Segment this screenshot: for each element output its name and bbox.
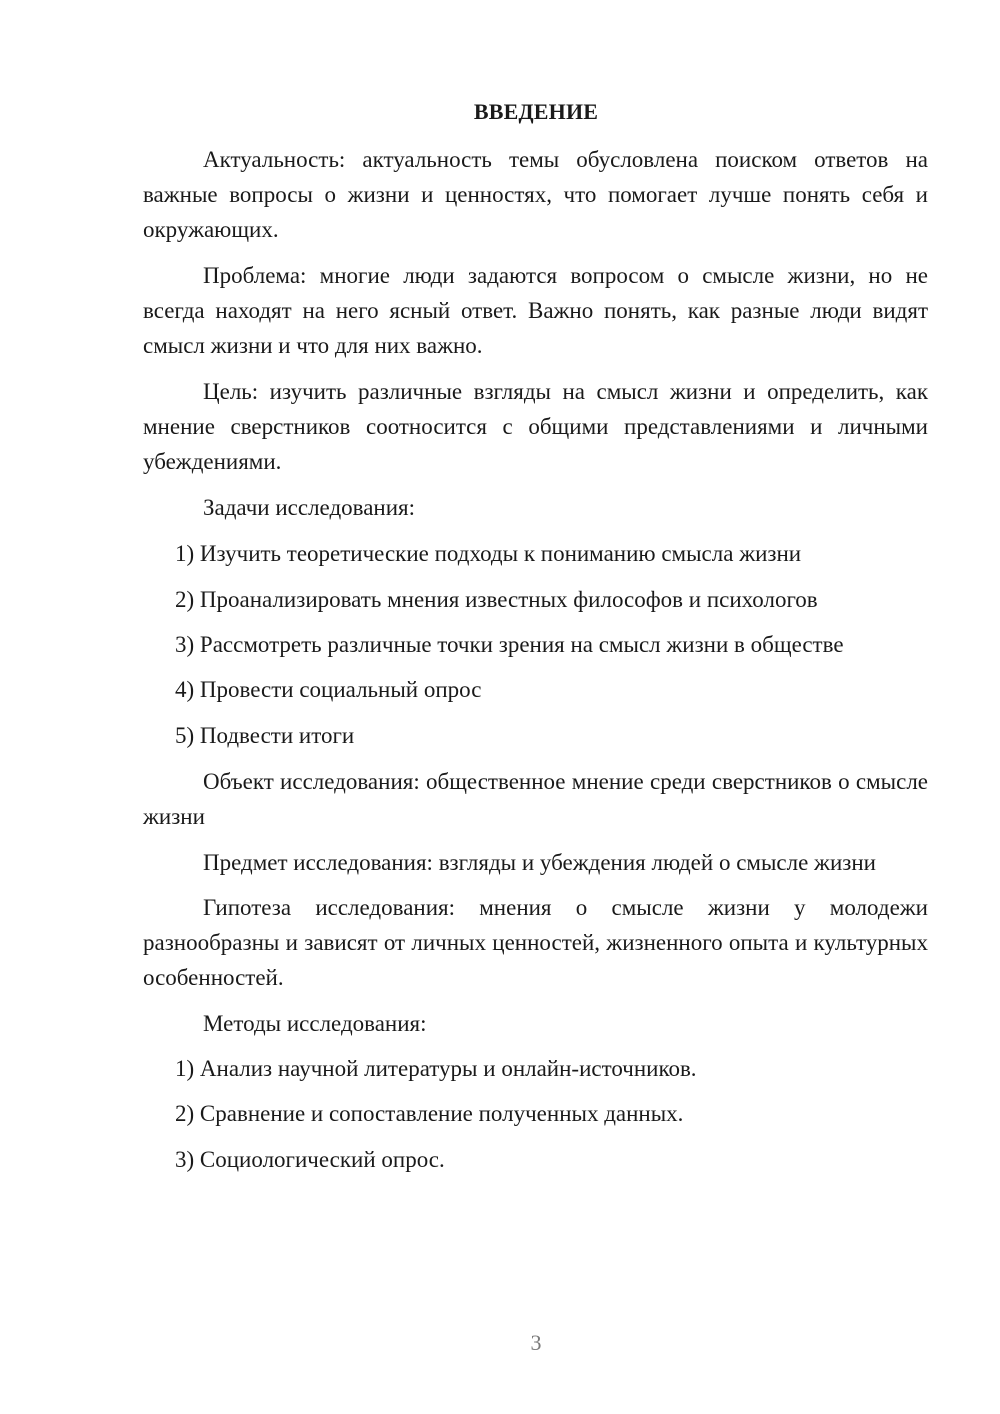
method-item: 1) Анализ научной литературы и онлайн-источников. — [175, 1056, 697, 1081]
task-item: 1) Изучить теоретические подходы к пониманию смысла жизни — [175, 541, 802, 566]
goal-paragraph: Цель: изучить различные взгляды на смысл жизни и определить, как мнение сверстников соотносится с общими представлениями и личными убеждениями. — [143, 379, 928, 474]
method-item: 3) Социологический опрос. — [175, 1147, 445, 1172]
subject-paragraph: Предмет исследования: взгляды и убеждения людей о смысле жизни — [203, 850, 876, 875]
hypothesis-paragraph: Гипотеза исследования: мнения о смысле жизни у молодежи разнообразны и зависят от личных ценностей, жизненного опыта и культурных особенностей. — [143, 895, 928, 990]
relevance-paragraph: Актуальность: актуальность темы обусловлена поиском ответов на важные вопросы о жизни и ценностях, что помогает лучше понять себя и окружающих. — [143, 147, 928, 242]
task-item: 5) Подвести итоги — [175, 723, 355, 748]
tasks-heading: Задачи исследования: — [203, 495, 416, 520]
task-item: 4) Провести социальный опрос — [175, 677, 482, 702]
methods-heading: Методы исследования: — [203, 1011, 427, 1036]
object-paragraph: Объект исследования: общественное мнение среди сверстников о смысле жизни — [143, 769, 928, 829]
task-item: 3) Рассмотреть различные точки зрения на смысл жизни в обществе — [175, 632, 844, 657]
method-item: 2) Сравнение и сопоставление полученных данных. — [175, 1101, 684, 1126]
task-item: 2) Проанализировать мнения известных философов и психологов — [175, 587, 818, 612]
page-title: ВВЕДЕНИЕ — [473, 99, 599, 124]
problem-paragraph: Проблема: многие люди задаются вопросом о смысле жизни, но не всегда находят на него ясный ответ. Важно понять, как разные люди видят смысл жизни и что для них важно. — [143, 263, 928, 358]
page-number: 3 — [530, 1330, 542, 1355]
